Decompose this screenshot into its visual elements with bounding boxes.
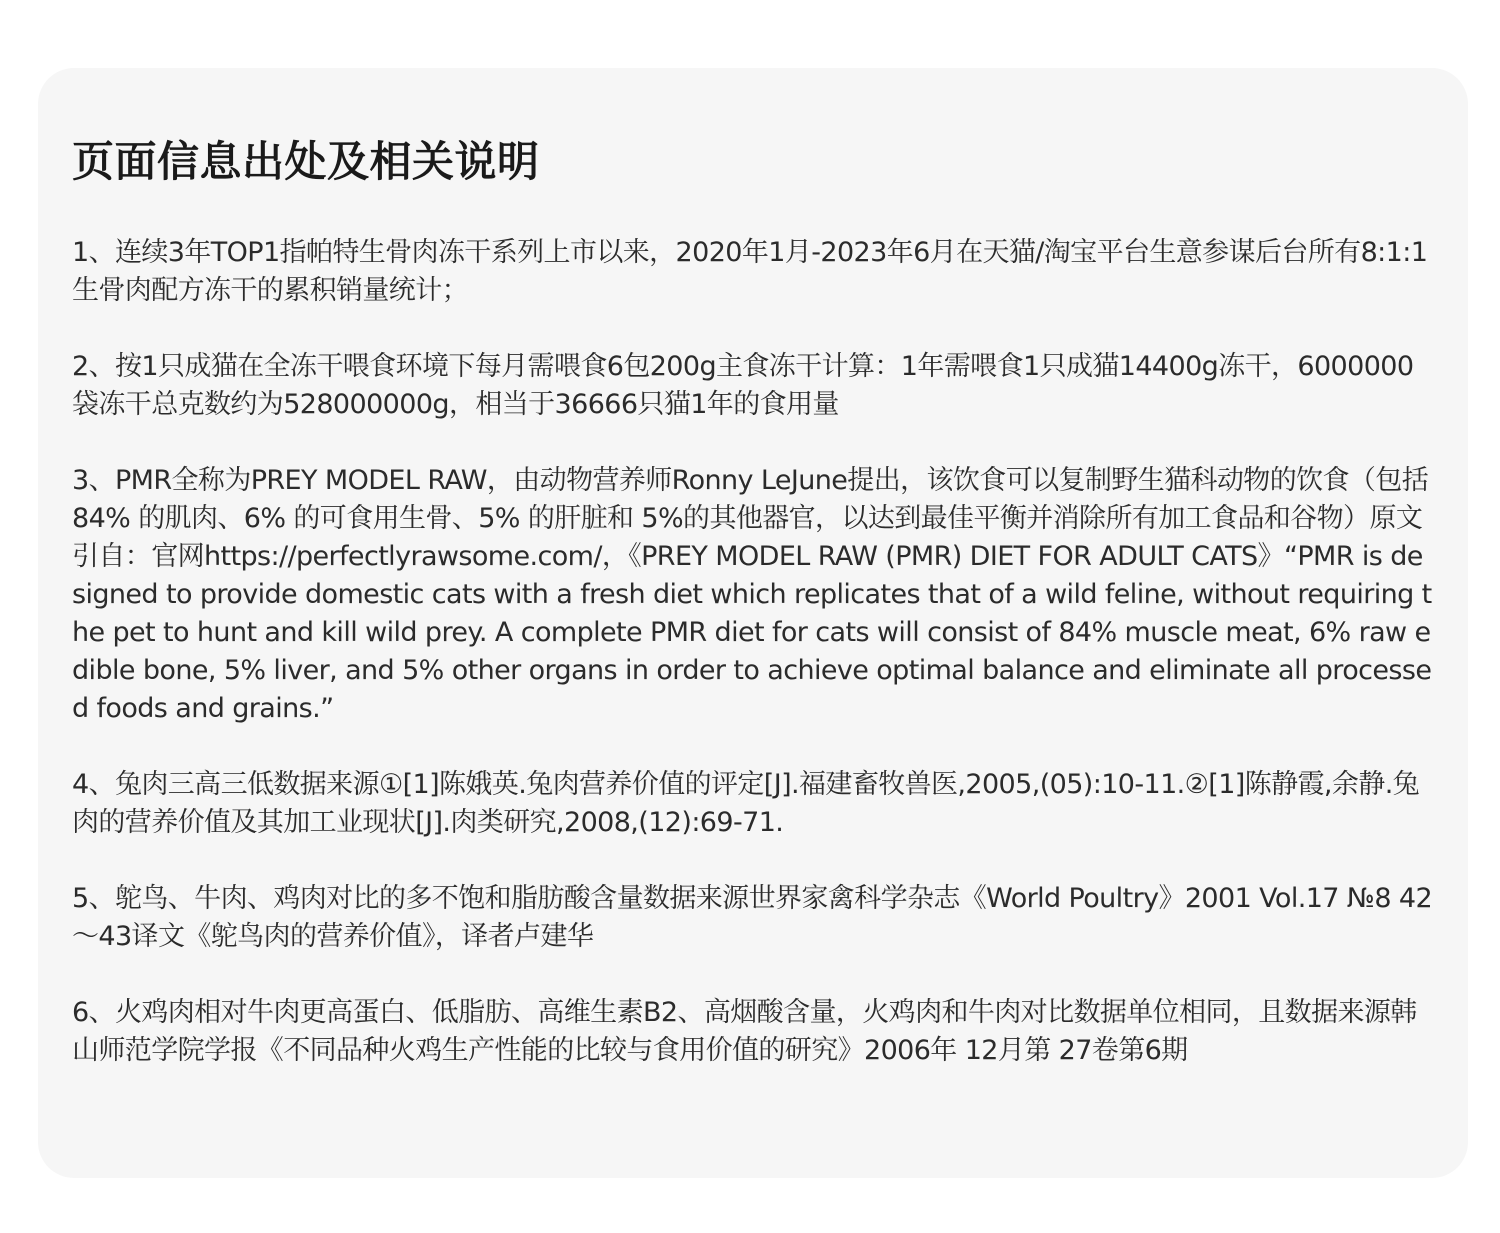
note-item-1: 1、连续3年TOP1指帕特生骨肉冻干系列上市以来，2020年1月-2023年6月在天猫/淘宝平台生意参谋后台所有8:1:1生骨肉配方冻干的累积销量统计； [72,237,1428,306]
note-item-3: 3、PMR全称为PREY MODEL RAW，由动物营养师Ronny LeJune提出，该饮食可以复制野生猫科动物的饮食（包括 84% 的肌肉、6% 的可食用生骨、5% 的肝脏和 5%的其他器官，以达到最佳平衡并消除所有加工食品和谷物）原文引自：官网https://perfectlyrawsome.com/，《PREY MODEL RAW (PMR) DIET FOR ADULT CATS》“PMR is designed to provide domestic cats with a fresh diet which replicates that of a wild feline, without requiring the pet to hunt and kill wild prey. A complete PMR diet for cats will consist of 84% muscle meat, 6% raw edible bone, 5% liver, and 5% other organs in order to achieve optimal balance and eliminate all processed foods and grains.” [72,465,1432,724]
note-item-4: 4、兔肉三高三低数据来源①[1]陈娥英.兔肉营养价值的评定[J].福建畜牧兽医,2005,(05):10-11.②[1]陈静霞,余静.兔肉的营养价值及其加工业现状[J].肉类研究,2008,(12):69-71. [72,769,1420,838]
page-title: 页面信息出处及相关说明 [72,137,540,186]
note-item-2: 2、按1只成猫在全冻干喂食环境下每月需喂食6包200g主食冻干计算：1年需喂食1只成猫14400g冻干，6000000袋冻干总克数约为528000000g，相当于36666只猫1年的食用量 [72,351,1414,420]
notes-list [72,234,1434,1108]
note-item-5: 5、鸵鸟、牛肉、鸡肉对比的多不饱和脂肪酸含量数据来源世界家禽科学杂志《World Poultry》2001 Vol.17 №8 42～43译文《鸵鸟肉的营养价值》，译者卢建华 [72,883,1433,952]
note-item-6: 6、火鸡肉相对牛肉更高蛋白、低脂肪、高维生素B2、高烟酸含量，火鸡肉和牛肉对比数据单位相同，且数据来源韩山师范学院学报《不同品种火鸡生产性能的比较与食用价值的研究》2006年 12月第 27卷第6期 [72,997,1417,1066]
